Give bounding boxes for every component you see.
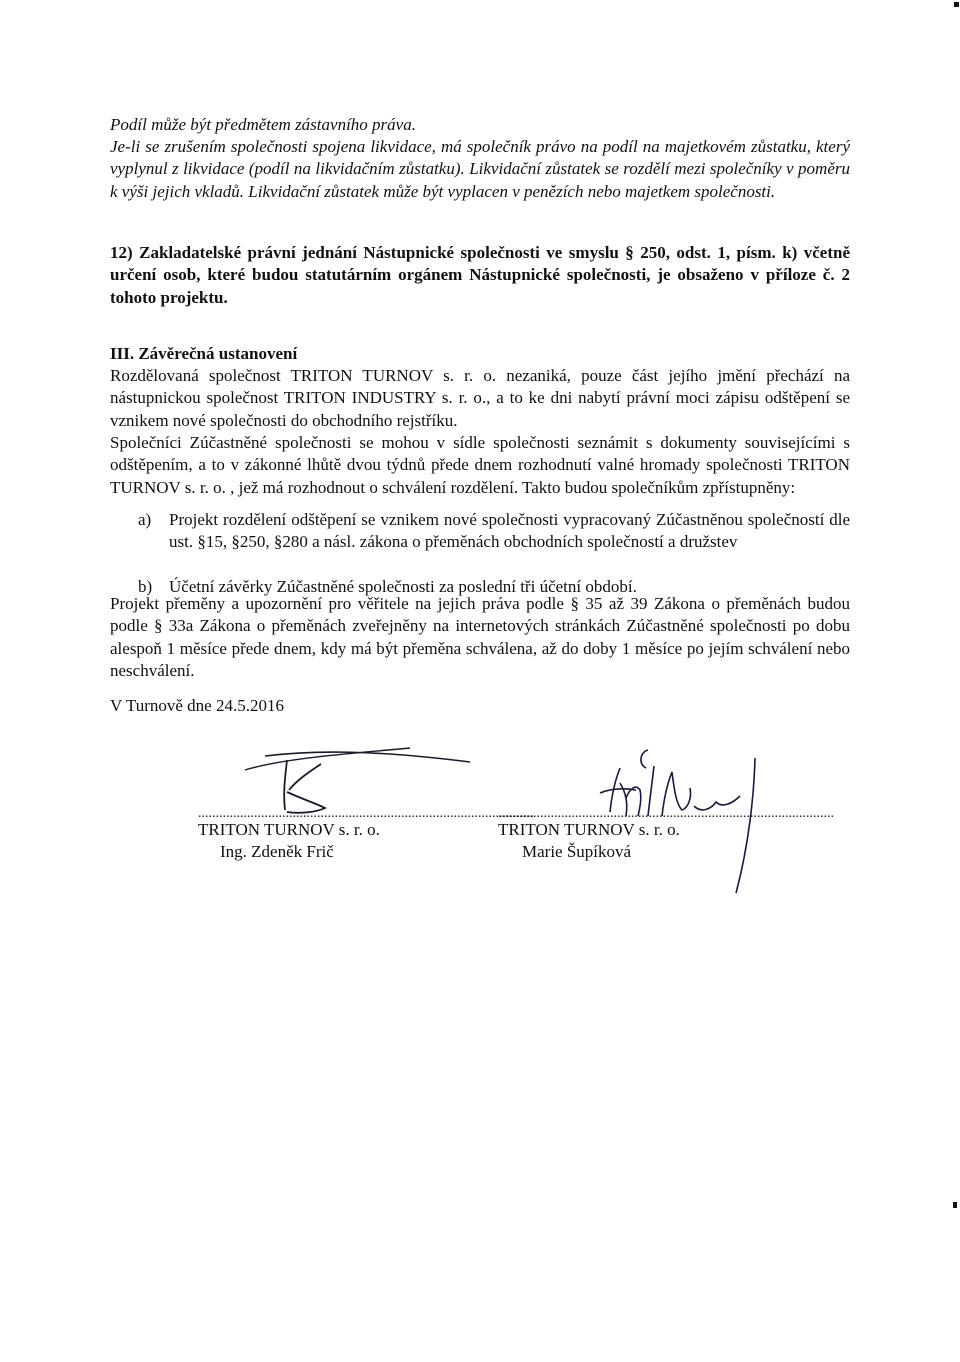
section-3-paragraph-3: Projekt přeměny a upozornění pro věřitele na jejich práva podle § 35 až 39 Zákona o přeměnách budou podle § 33a Zákona o přeměnách zveřejněny na internetových stránkách Zúčastněné společnosti po dobu alespoň 1 měsíce přede dnem, kdy má být přeměna schválena, až do doby 1 měsíce po jejím schválení nebo neschválení. bbox=[110, 594, 850, 680]
section-3-paragraph-2: Společníci Zúčastněné společnosti se mohou v sídle společnosti seznámit s dokumenty souvisejícími s odštěpením, a to v zákonné lhůtě dvou týdnů přede dnem rozhodnutí valné hromady společnosti TRITON TURNOV s. r. o. , jež má rozhodnout o schválení rozdělení. Takto budou společníkům zpřístupněny: bbox=[110, 433, 850, 497]
signer-2-company: TRITON TURNOV s. r. o. bbox=[498, 820, 680, 839]
signature-line-2: ................................................................................................ bbox=[498, 806, 834, 821]
signature-line-1: ................................................................................................ bbox=[198, 806, 534, 821]
scan-artifact bbox=[954, 2, 959, 7]
scan-artifact bbox=[953, 1202, 957, 1208]
signer-2-name: Marie Šupíková bbox=[522, 842, 632, 861]
intro-paragraph: Je-li se zrušením společnosti spojena likvidace, má společník právo na podíl na majetkovém zůstatku, který vyplynul z likvidace (podíl na likvidačním zůstatku). Likvidační zůstatek se rozdělí mezi společníky v poměru k výši jejich vkladů. Likvidační zůstatek může být vyplacen v penězích nebo majetkem společnosti. bbox=[110, 137, 850, 201]
place-date: V Turnově dne 24.5.2016 bbox=[110, 696, 284, 715]
section-3-paragraph-1: Rozdělovaná společnost TRITON TURNOV s. r. o. nezaniká, pouze část jejího jmění přechází na nástupnickou společnost TRITON INDUSTRY s. r. o., a to ke dni nabytí právní moci zápisu odštěpení se vznikem nové společnosti do obchodního rejstříku. bbox=[110, 366, 850, 430]
signer-1-name: Ing. Zdeněk Frič bbox=[220, 842, 334, 861]
section-12-paragraph: 12) Zakladatelské právní jednání Nástupnické společnosti ve smyslu § 250, odst. 1, písm. k) včetně určení osob, které budou statutárním orgánem Nástupnické společnosti, je obsaženo v příloze č. 2 tohoto projektu. bbox=[110, 243, 850, 307]
list-item-text: Projekt rozdělení odštěpení se vznikem nové společnosti vypracovaný Zúčastněnou společností dle ust. §15, §250, §280 a násl. zákona o přeměnách obchodních společností a družstev bbox=[169, 510, 850, 552]
intro-line: Podíl může být předmětem zástavního práva. bbox=[110, 115, 416, 134]
list-item-marker: a) bbox=[138, 510, 152, 529]
list-item-marker: b) bbox=[138, 577, 153, 596]
section-3-heading: III. Závěrečná ustanovení bbox=[110, 344, 298, 363]
list-item-text: Účetní závěrky Zúčastněné společnosti za poslední tři účetní období. bbox=[169, 577, 637, 596]
signer-1-company: TRITON TURNOV s. r. o. bbox=[198, 820, 380, 839]
